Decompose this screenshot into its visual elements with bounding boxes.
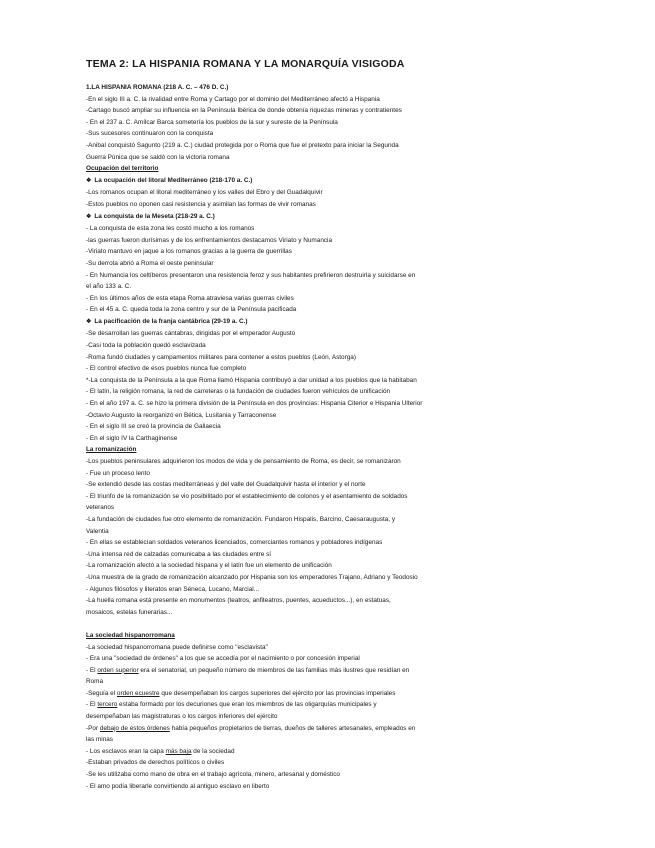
paragraph-line: - En el siglo III se creó la provincia de Gallaecia — [86, 423, 221, 431]
paragraph-line — [86, 746, 566, 758]
bullet-heading-text: La ocupación del litoral Mediterráneo (218-170 a. C.) — [94, 176, 253, 184]
document-body — [86, 82, 566, 792]
paragraph-line — [86, 723, 566, 735]
text-run: que desempeñaban los cargos superiores del ejército por las provincias imperiales — [159, 689, 396, 697]
paragraph-line: -Una muestra de la grado de romanización alcanzado por Hispania son los emperadores Trajano, Adriano y Teodosio — [86, 573, 418, 581]
paragraph-line: mosaicos, estelas funerarias... — [86, 608, 173, 616]
paragraph-line: -Su derrota abrió a Roma el oeste peninsular — [86, 259, 214, 267]
text-run: - El — [86, 701, 98, 709]
paragraph-line: las minas — [86, 736, 113, 744]
paragraph-line: - Fue un proceso lento — [86, 469, 150, 477]
text-run: - El — [86, 666, 98, 674]
paragraph-line: - En el 237 a. C. Amílcar Barca sometería los pueblos de la sur y sureste de la Península — [86, 118, 338, 126]
paragraph-line: *-La conquista de la Península a la que Roma llamó Hispania contribuyó a dar unidad a los pueblos que la habitaban — [86, 376, 417, 384]
paragraph-line: -Una intensa red de calzadas comunicaba a las ciudades entre sí — [86, 550, 272, 558]
text-run: había pequeños propietarios de tierras, dueños de talleres artesanales, empleados en — [169, 724, 416, 732]
paragraph-line: -La fundación de ciudades fue otro elemento de romanización. Fundaron Hispalis, Barcino, Caesaraugusta, y — [86, 515, 396, 523]
bullet-heading — [86, 175, 566, 188]
paragraph-line: -Los pueblos peninsulares adquirieron los modos de vida y de pensamiento de Roma, es decir, se romanizaron — [86, 458, 401, 465]
text-run: estaba formado por los decuriones que eran los miembros de las oligarquías municipales y — [117, 701, 377, 709]
subsection-heading: La sociedad hispanorromana — [86, 631, 175, 639]
text-run: era el senatorial, un pequeño número de miembros de las familias más ilustres que residían en — [138, 666, 410, 674]
text-run: - Los esclavos eran la capa — [86, 747, 166, 755]
paragraph-line: - El latín, la religión romana, la red de carreteras o la fundación de ciudades fueron vehículos de unificación — [86, 388, 391, 396]
paragraph-line: -Se les utilizaba como mano de obra en el trabajo agrícola, minero, artesanal y doméstico — [86, 771, 340, 779]
underlined-term: orden ecuestre — [116, 689, 160, 697]
paragraph-line: Roma — [86, 678, 104, 686]
bullet-heading-text: La conquista de la Meseta (218-29 a. C.) — [94, 212, 215, 220]
paragraph-line: - La conquista de esta zona les costó mucho a los romanos — [86, 225, 255, 233]
section-heading: 1.LA HISPANIA ROMANA (218 A. C. – 476 D. C.) — [86, 84, 229, 91]
paragraph-line: - El control efectivo de esos pueblos nunca fue completo — [86, 365, 247, 373]
document-title: TEMA 2: LA HISPANIA ROMANA Y LA MONARQUÍA VISIGODA — [86, 58, 405, 70]
paragraph-line — [86, 688, 566, 700]
paragraph-line: Valentia — [86, 527, 109, 535]
underlined-term: debajo de estos órdenes — [99, 724, 170, 732]
paragraph-line: -Se extendió desde las costas mediterráneas y del valle del Guadalquivir hasta el interior y el norte — [86, 481, 366, 489]
bullet-heading — [86, 316, 566, 329]
paragraph-line: - En Numancia los celtíberos presentaron una resistencia feroz y sus habitantes prefirieron destruirla y suicidarse en — [86, 271, 416, 279]
paragraph-line: el año 133 a. C. — [86, 283, 132, 291]
text-run: -Seguía el — [86, 689, 117, 697]
paragraph-line: -Viriato mantuvo en jaque a los romanos gracias a la guerra de guerrillas — [86, 248, 292, 256]
paragraph-line: -Se desarrollan las guerras cántabras, dirigidas por el emperador Augusto — [86, 330, 296, 338]
paragraph-line: -Casi toda la población quedó esclavizada — [86, 342, 206, 350]
subsection-heading: Ocupación del territorio — [86, 165, 159, 173]
paragraph-line: -Anibal conquistó Sagunto (219 a. C.) ciudad protegida por o Roma que fue el pretexto para iniciar la Segunda — [86, 141, 399, 149]
paragraph-line: -En el siglo III a. C. la rivalidad entre Roma y Cartago por el dominio del Mediterráneo afectó a Hispania — [86, 95, 380, 103]
paragraph-line: -La huella romana está presente en monumentos (teatros, anfiteatros, puentes, acueductos...), en estatuas, — [86, 597, 391, 605]
diamond-bullet-icon: ❖ — [86, 213, 92, 220]
paragraph-line — [86, 699, 566, 711]
paragraph-line: veteranos — [86, 504, 115, 512]
paragraph-line: - En los últimos años de esta etapa Roma atraviesa varias guerras civiles — [86, 294, 294, 302]
diamond-bullet-icon: ❖ — [86, 318, 92, 325]
underlined-term: orden superior — [97, 666, 139, 674]
text-run: de la sociedad — [191, 747, 235, 755]
bullet-heading-text: La pacificación de la franja cantábrica (29-19 a. C.) — [94, 317, 248, 325]
paragraph-line: - Era una "sociedad de órdenes" a los que se accedía por el nacimiento o por concesión imperial — [86, 655, 360, 663]
paragraph-line — [86, 665, 566, 677]
paragraph-line: - En ellas se establecían soldados veteranos licenciados, comerciantes romanos y pobladores indígenas — [86, 539, 383, 547]
bullet-heading — [86, 211, 566, 224]
paragraph-line: - Algunos filósofos y literatos eran Séneca, Lucano, Marcial... — [86, 585, 259, 593]
paragraph-line: -Estaban privados de derechos políticos o civiles — [86, 759, 225, 767]
diamond-bullet-icon: ❖ — [86, 177, 92, 184]
paragraph-line: Guerra Púnica que se saldó con la victoria romana — [86, 153, 230, 161]
paragraph-line: -Sus sucesores continuaron con la conquista — [86, 130, 214, 138]
subsection-heading: La romanización — [86, 446, 137, 454]
paragraph-line: -Roma fundó ciudades y campamentos militares para contener a estos pueblos (León, Astorga) — [86, 353, 356, 361]
underlined-term: más baja — [165, 747, 192, 755]
paragraph-line: - El amo podía liberarle convirtiendo al antiguo esclavo en liberto — [86, 782, 270, 790]
paragraph-line: desempeñaban las magistraturas o los cargos inferiores del ejército — [86, 713, 278, 721]
paragraph-line: -las guerras fueron durísimas y de los enfrentamientos destacamos Viriato y Numancia — [86, 236, 333, 244]
paragraph-line: -Cartago buscó ampliar su influencia en la Península Ibérica de donde obtenía riquezas mineras y contratientes — [86, 107, 402, 115]
paragraph-line: -Octavio Augusto la reorganizó en Bética, Lusitania y Tarraconense — [86, 411, 277, 419]
underlined-term: tercero — [97, 701, 118, 709]
paragraph-line: -La sociedad hispanorromana puede definirse como "esclavista" — [86, 643, 268, 651]
paragraph-line: - El triunfo de la romanización se vio posibilitado por el establecimiento de colonos y el asentamiento de soldados — [86, 492, 408, 500]
paragraph-line: -La romanización afectó a la sociedad hispana y el latín fue un elemento de unificación — [86, 562, 332, 570]
paragraph-line: -Los romanos ocupan el litoral mediterráneo y los valles del Ebro y del Guadalquivir — [86, 189, 323, 197]
text-run: -Por — [86, 724, 100, 732]
paragraph-line: - En el 45 a. C. queda toda la zona centro y sur de la Península pacificada — [86, 306, 297, 314]
paragraph-line: - En el siglo IV la Carthaginense — [86, 434, 178, 442]
paragraph-line: - En el año 197 a. C. se hizo la primera división de la Península en dos provincias: Hispania Citerior e Hispania Ulterior — [86, 400, 423, 408]
paragraph-line: -Estos pueblos no oponen casi resistencia y asimilan las formas de vivir romanas — [86, 200, 316, 208]
blank-line — [86, 618, 566, 630]
